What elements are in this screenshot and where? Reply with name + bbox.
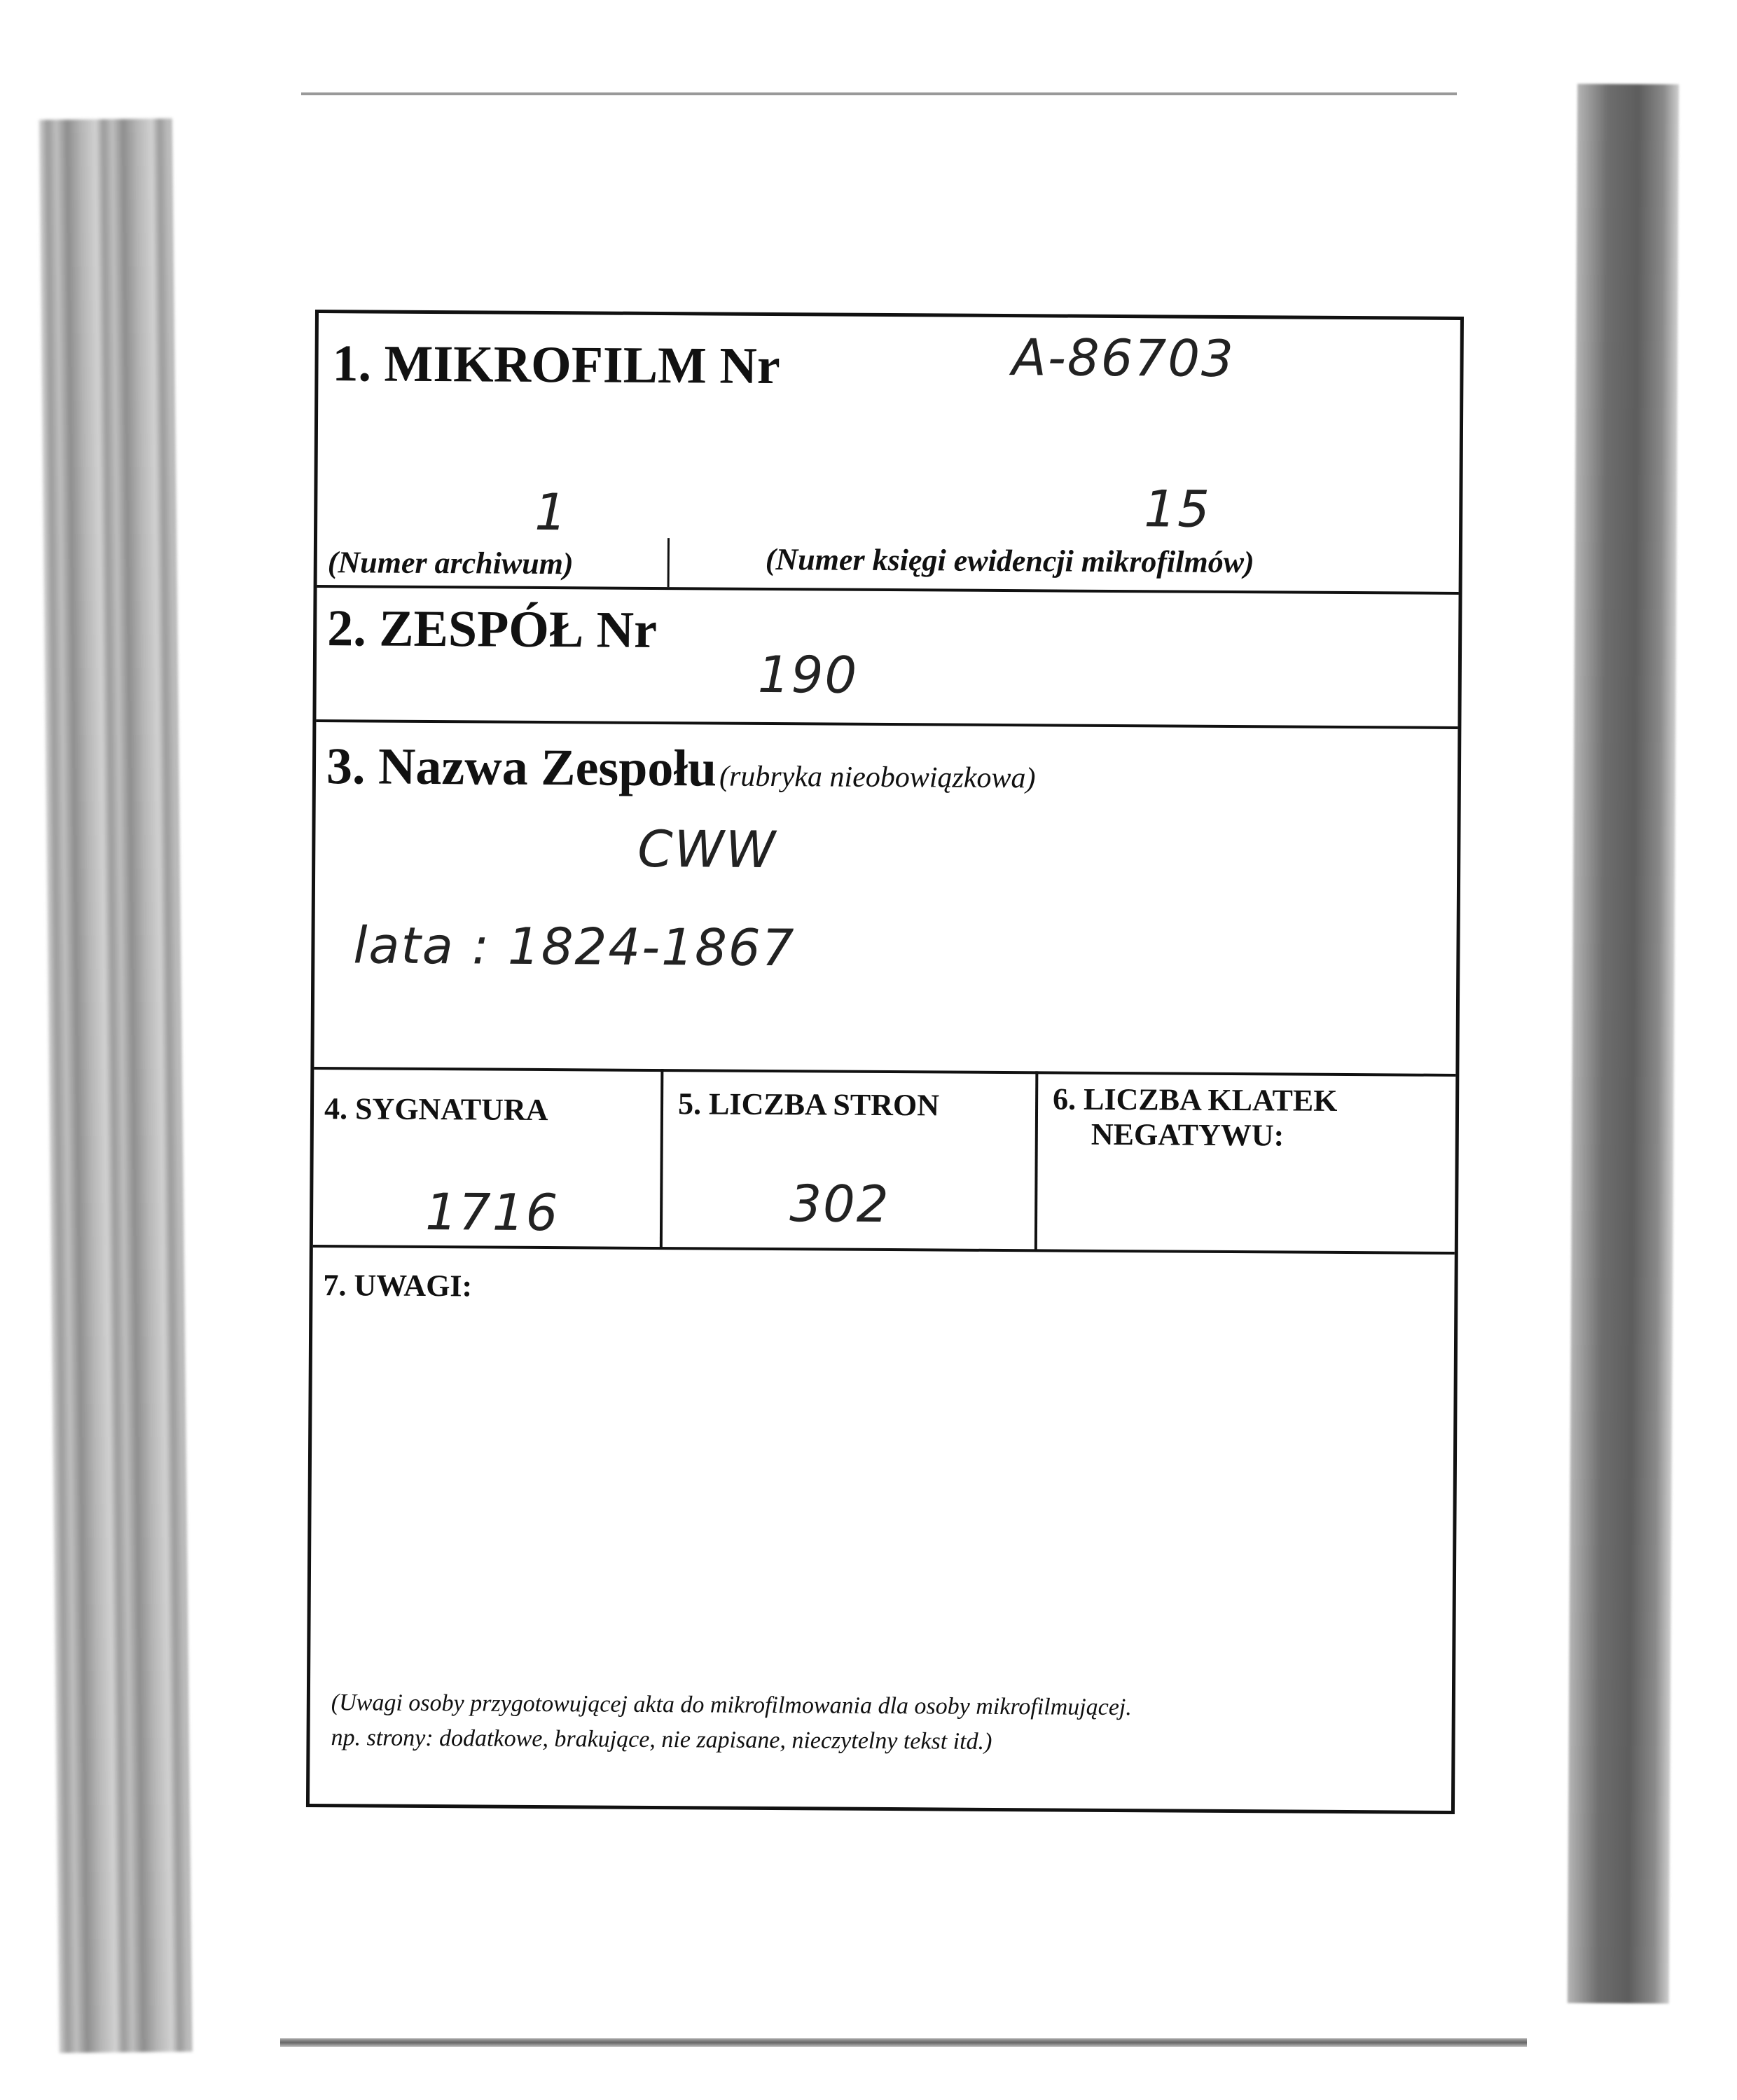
scan-shadow-left [39,118,193,2053]
signature-label: 4. SYGNATURA [324,1091,548,1128]
remarks-note-line1: (Uwagi osoby przygotowującej akta do mikrofilmowania dla osoby mikrofilmującej. [331,1690,1132,1721]
divider [314,1067,1455,1077]
fonds-dates-value: lata : 1824-1867 [353,916,796,978]
scan-edge-bottom [280,2038,1527,2047]
microfilm-number-label: 1. MIKROFILM Nr [332,335,780,396]
archive-number-value: 1 [534,482,569,542]
archive-number-label: (Numer archiwum) [327,545,574,581]
register-number-value: 15 [1144,479,1212,539]
fonds-number-label: 2. ZESPÓŁ Nr [326,600,658,659]
microfilm-form [306,310,1464,1814]
fonds-number-value: 190 [757,644,859,705]
fonds-name-heading [326,737,1036,801]
remarks-label: 7. UWAGI: [323,1268,473,1304]
page-count-value: 302 [789,1174,890,1234]
divider [1034,1071,1039,1250]
scan-edge-top [301,92,1457,95]
signature-value: 1716 [424,1182,560,1243]
microfilm-number-value: A-86703 [1011,328,1236,389]
divider [317,585,1459,595]
divider [660,1069,664,1248]
frame-count-label-1: 6. LICZBA KLATEK [1052,1082,1338,1118]
fonds-name-label: 3. Nazwa Zespołu [326,738,717,798]
frame-count-label-2: NEGATYWU: [1091,1117,1285,1153]
divider [316,719,1458,729]
scan-shadow-right [1568,84,1679,2004]
page-count-label: 5. LICZBA STRON [677,1086,940,1123]
remarks-note-line2: np. strony: dodatkowe, brakujące, nie zapisane, nieczytelny tekst itd.) [331,1725,992,1755]
fonds-name-hint: (rubryka nieobowiązkowa) [719,760,1036,795]
register-number-label: (Numer księgi ewidencji mikrofilmów) [765,541,1254,580]
fonds-name-value: CWW [637,819,777,880]
divider [667,538,670,587]
divider [313,1245,1455,1255]
